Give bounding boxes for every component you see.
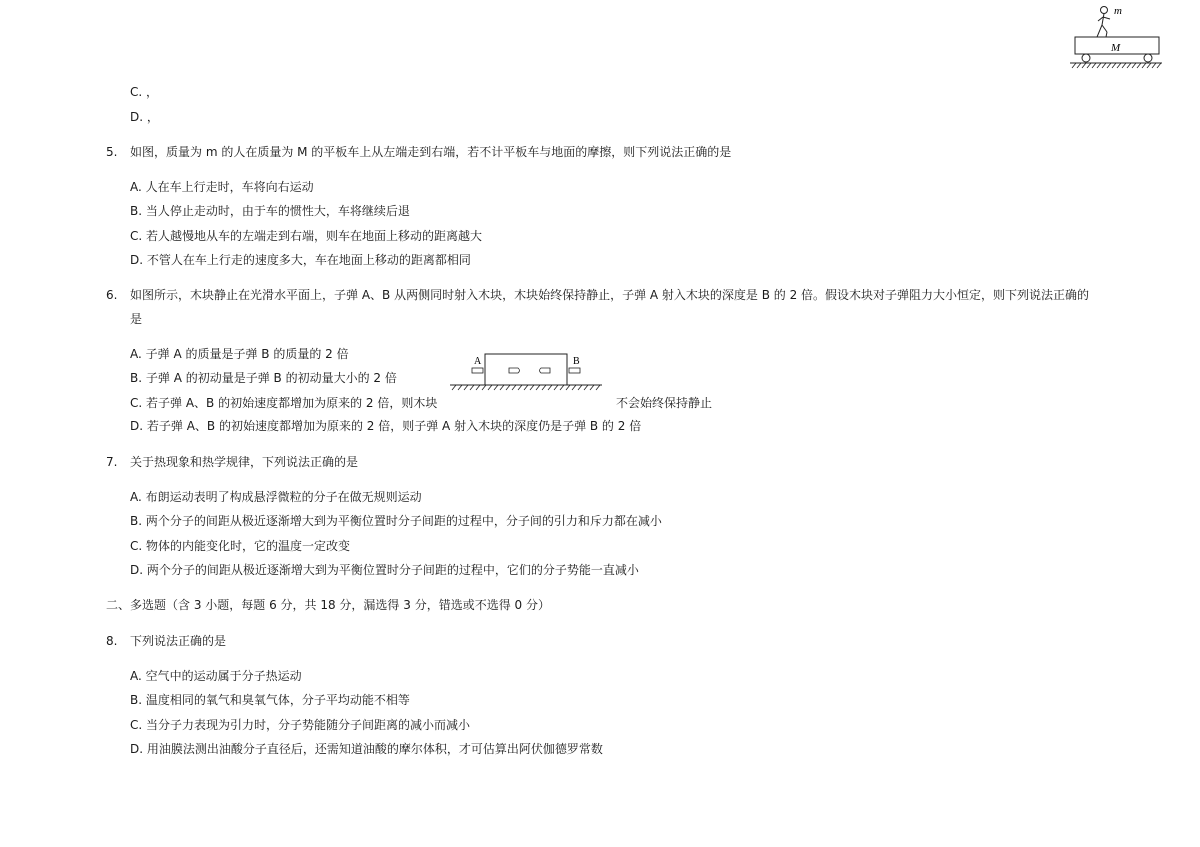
option-text: 人在车上行走时，车将向右运动 xyxy=(145,180,314,194)
option-label: C. xyxy=(130,229,143,243)
person-arm xyxy=(1103,17,1110,19)
option-text: 温度相同的氧气和臭氧气体，分子平均动能不相等 xyxy=(145,693,410,707)
option-text: 当分子力表现为引力时，分子势能随分子间距离的减小而减小 xyxy=(146,718,471,732)
option-label: C. xyxy=(130,396,143,410)
option-label: B. xyxy=(130,693,143,707)
q8-stem: 下列说法正确的是 xyxy=(130,634,227,648)
cart-label: M xyxy=(1111,42,1121,54)
bullet-a-label: A xyxy=(474,356,482,367)
ground-hatch xyxy=(1072,63,1161,68)
wood-block xyxy=(485,354,567,385)
q5-option-a[interactable] xyxy=(130,179,314,195)
option-label: C. xyxy=(130,718,143,732)
q7-option-b[interactable] xyxy=(130,513,662,529)
bullet-a xyxy=(472,368,483,373)
q8-option-d[interactable] xyxy=(130,741,603,757)
q5-option-b[interactable] xyxy=(130,203,410,219)
option-text: 物体的内能变化时，它的温度一定改变 xyxy=(146,539,351,553)
option-label: A. xyxy=(130,490,142,504)
option-label: A. xyxy=(130,180,142,194)
option-label: C. xyxy=(130,539,143,553)
q6-number: 6. xyxy=(106,288,118,302)
option-label: D. xyxy=(130,563,144,577)
q4-option-d[interactable] xyxy=(130,109,159,125)
q7-option-c[interactable] xyxy=(130,538,350,554)
q6-stem-line1: 如图所示，木块静止在光滑水平面上，子弹 A、B 从两侧同时射入木块，木块始终保持静止，子弹 A 射入木块的深度是 B 的 2 倍。假设木块对子弹阻力大小恒定，则下列说法正确的 xyxy=(130,288,1090,302)
q6-option-b[interactable] xyxy=(130,370,397,386)
option-text: 不管人在车上行走的速度多大，车在地面上移动的距离都相同 xyxy=(146,253,471,267)
q8-number: 8. xyxy=(106,634,118,648)
bullet-b-label: B xyxy=(573,356,580,367)
cart-wheel xyxy=(1144,54,1152,62)
option-label: A. xyxy=(130,347,142,361)
q5-option-d[interactable] xyxy=(130,252,471,268)
q7-stem: 关于热现象和热学规律，下列说法正确的是 xyxy=(130,455,359,469)
bullet-b xyxy=(569,368,580,373)
option-label: A. xyxy=(130,669,142,683)
option-text: 空气中的运动属于分子热运动 xyxy=(145,669,302,683)
option-label: D. xyxy=(130,419,144,433)
option-label: B. xyxy=(130,204,143,218)
q7-option-d[interactable] xyxy=(130,562,639,578)
cart-figure xyxy=(1068,2,1163,70)
person-head xyxy=(1101,7,1108,14)
person-leg xyxy=(1106,32,1107,37)
q8-option-a[interactable] xyxy=(130,668,302,684)
q6-option-c[interactable] xyxy=(130,395,437,411)
option-label: C. xyxy=(130,85,143,99)
option-label: B. xyxy=(130,371,143,385)
q8-option-c[interactable] xyxy=(130,717,470,733)
option-text: 两个分子的间距从极近逐渐增大到为平衡位置时分子间距的过程中，分子间的引力和斥力都在减小 xyxy=(145,514,662,528)
option-text: 若子弹 A、B 的初始速度都增加为原来的 2 倍，则子弹 A 射入木块的深度仍是子弹 B 的 2 倍 xyxy=(146,419,642,433)
option-label: B. xyxy=(130,514,143,528)
q8-option-b[interactable] xyxy=(130,692,410,708)
option-text: 用油膜法测出油酸分子直径后，还需知道油酸的摩尔体积，才可估算出阿伏伽德罗常数 xyxy=(146,742,603,756)
q7-option-a[interactable] xyxy=(130,489,422,505)
option-label: D. xyxy=(130,742,144,756)
q5-number: 5. xyxy=(106,145,118,159)
q6-stem-line2: 是 xyxy=(130,312,143,326)
section-heading: 二、多选题（含 3 小题，每题 6 分，共 18 分，漏选得 3 分，错选或不选得 0 分） xyxy=(106,598,550,612)
q4-option-c[interactable] xyxy=(130,84,158,100)
q5-option-c[interactable] xyxy=(130,228,482,244)
bullet-b-embedded xyxy=(540,368,551,373)
person-label: m xyxy=(1114,5,1122,17)
person-body xyxy=(1102,14,1104,26)
option-text: 当人停止走动时，由于车的惯性大，车将继续后退 xyxy=(145,204,410,218)
option-text: ， xyxy=(146,85,159,99)
option-label: D. xyxy=(130,110,144,124)
option-text: 子弹 A 的质量是子弹 B 的质量的 2 倍 xyxy=(145,347,349,361)
q7-number: 7. xyxy=(106,455,118,469)
block-figure xyxy=(446,352,606,394)
option-text: 布朗运动表明了构成悬浮微粒的分子在做无规则运动 xyxy=(145,490,422,504)
option-text: 两个分子的间距从极近逐渐增大到为平衡位置时分子间距的过程中，它们的分子势能一直减小 xyxy=(146,563,639,577)
person-arm xyxy=(1098,17,1103,21)
option-label: D. xyxy=(130,253,144,267)
option-text: ， xyxy=(146,110,159,124)
option-text: 子弹 A 的初动量是子弹 B 的初动量大小的 2 倍 xyxy=(145,371,397,385)
option-text: 若人越慢地从车的左端走到右端，则车在地面上移动的距离越大 xyxy=(146,229,483,243)
person-leg xyxy=(1102,25,1107,32)
person-leg xyxy=(1097,25,1102,37)
q6-option-c-tail: 不会始终保持静止 xyxy=(616,396,713,410)
q6-option-d[interactable] xyxy=(130,418,641,434)
q5-stem: 如图，质量为 m 的人在质量为 M 的平板车上从左端走到右端，若不计平板车与地面的摩擦，则下列说法正确的是 xyxy=(130,145,732,159)
bullet-a-embedded xyxy=(509,368,520,373)
ground-hatch xyxy=(452,385,600,390)
q6-option-a[interactable] xyxy=(130,346,349,362)
cart-wheel xyxy=(1082,54,1090,62)
option-text: 若子弹 A、B 的初始速度都增加为原来的 2 倍，则木块 xyxy=(146,396,438,410)
